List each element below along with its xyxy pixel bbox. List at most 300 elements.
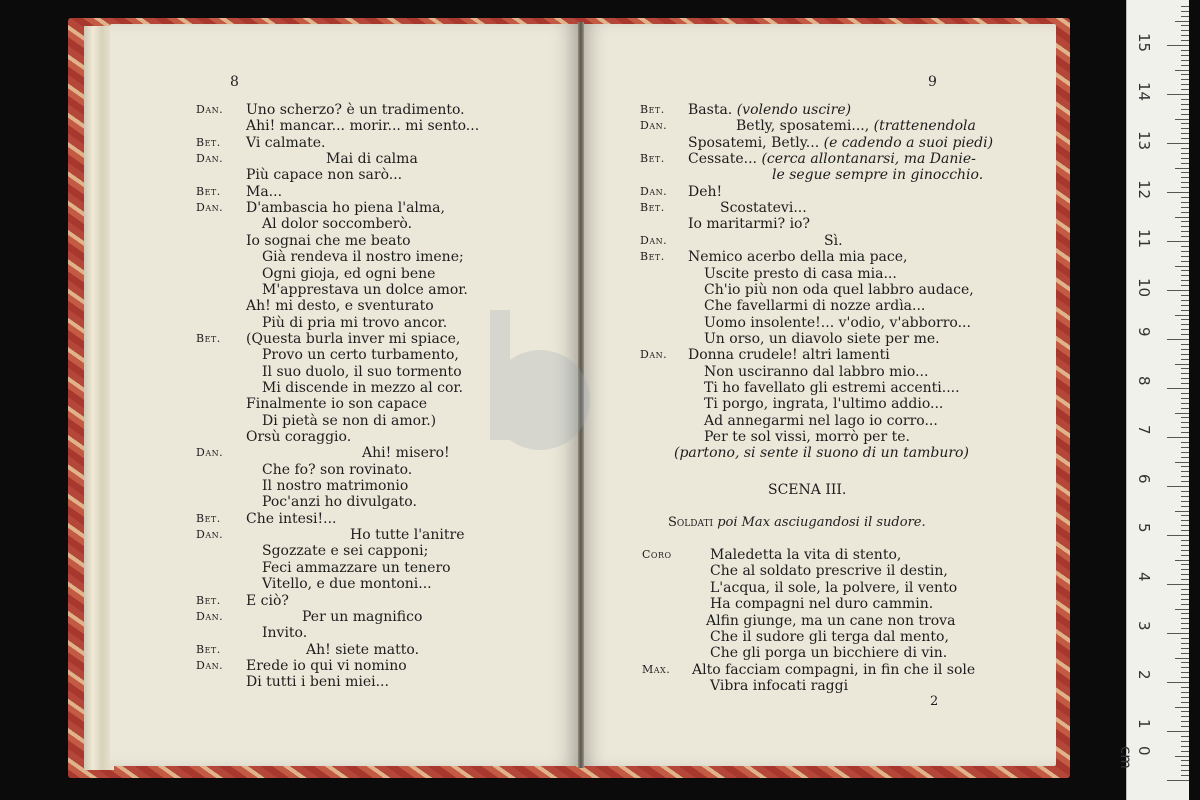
verse-line: Ah! mi desto, e sventurato <box>246 298 434 315</box>
ruler-tick <box>1181 525 1189 526</box>
verse-text: Ti ho favellato gli estremi accenti.... <box>704 379 960 396</box>
ruler-tick <box>1181 770 1189 771</box>
ruler-tick <box>1181 716 1189 717</box>
ruler-tick <box>1181 540 1189 541</box>
ruler-tick <box>1175 168 1189 169</box>
ruler-tick <box>1181 60 1189 61</box>
ruler-tick <box>1181 30 1189 31</box>
verse-line <box>688 102 851 118</box>
ruler-tick <box>1181 187 1189 188</box>
ruler-tick <box>1181 226 1189 227</box>
verse-line: Ahi! misero! <box>362 445 450 462</box>
ruler-tick <box>1181 89 1189 90</box>
speaker-label: Dan. <box>196 152 224 166</box>
ruler-tick <box>1181 589 1189 590</box>
ruler-tick <box>1181 618 1189 619</box>
ruler-tick <box>1181 16 1189 17</box>
verse-line: D'ambascia ho piena l'alma, <box>246 200 445 217</box>
verse-line: Provo un certo turbamento, <box>262 347 459 364</box>
ruler-tick <box>1181 295 1189 296</box>
verse-text: Sposatemi, Betly... <box>688 134 824 151</box>
ruler-label: 0 cm <box>1117 746 1153 769</box>
speaker-label: Bet. <box>640 152 665 166</box>
ruler-tick <box>1175 658 1189 659</box>
ruler-tick <box>1175 21 1189 22</box>
verse-line <box>704 396 943 412</box>
ruler-tick <box>1181 677 1189 678</box>
ruler-tick <box>1181 760 1189 761</box>
speaker-label: Bet. <box>640 250 665 264</box>
verse-line <box>674 445 969 461</box>
verse-text: Ti porgo, ingrata, l'ultimo addio... <box>704 396 944 413</box>
ruler-tick <box>1181 628 1189 629</box>
ruler-tick <box>1181 427 1189 428</box>
ruler-label: 11 <box>1135 229 1153 249</box>
verse-line: Per un magnifico <box>302 608 423 625</box>
speaker-label: Dan. <box>196 201 224 215</box>
ruler-tick <box>1181 697 1189 698</box>
ruler-tick <box>1167 437 1189 438</box>
ruler-tick <box>1175 756 1189 757</box>
verse-line: Alto facciam compagni, in fin che il sole <box>692 661 976 678</box>
ruler-tick <box>1175 511 1189 512</box>
ruler-tick <box>1181 359 1189 360</box>
ruler-tick <box>1175 462 1189 463</box>
speaker-label: Dan. <box>640 184 668 198</box>
ruler-tick <box>1181 231 1189 232</box>
ruler-tick <box>1181 672 1189 673</box>
stage-direction: (trattenendola <box>873 118 976 135</box>
ruler-tick <box>1181 35 1189 36</box>
ruler-tick <box>1181 574 1189 575</box>
ruler-tick <box>1181 520 1189 521</box>
ruler-tick <box>1181 471 1189 472</box>
ruler-tick <box>1181 569 1189 570</box>
stage-direction: le segue sempre in ginocchio. <box>772 167 984 184</box>
ruler-tick <box>1181 148 1189 149</box>
ruler-tick <box>1181 212 1189 213</box>
verse-line: Che fo? son rovinato. <box>262 461 413 478</box>
verse-line <box>704 266 897 282</box>
verse-line: Finalmente io son capace <box>246 396 428 413</box>
verse-line: Più capace non sarò... <box>246 167 403 184</box>
ruler-tick <box>1181 417 1189 418</box>
ruler-tick <box>1167 192 1189 193</box>
ruler-tick <box>1181 354 1189 355</box>
ruler-tick <box>1181 368 1189 369</box>
ruler-tick <box>1181 270 1189 271</box>
ruler-label: 7 <box>1135 425 1153 435</box>
ruler-tick <box>1181 623 1189 624</box>
ruler-label: 4 <box>1135 572 1153 582</box>
ruler-tick <box>1181 662 1189 663</box>
ruler-tick <box>1181 334 1189 335</box>
ruler-tick <box>1175 315 1189 316</box>
verse-line: L'acqua, il sole, la polvere, il vento <box>710 579 958 596</box>
speaker-label: Bet. <box>196 135 221 149</box>
ruler-tick <box>1167 633 1189 634</box>
ruler-tick <box>1167 486 1189 487</box>
scene-direction <box>668 515 926 530</box>
verse-text: Scostatevi... <box>720 200 807 217</box>
verse-line: Maledetta la vita di stento, <box>710 547 902 563</box>
ruler-tick <box>1181 344 1189 345</box>
ruler-tick <box>1181 221 1189 222</box>
ruler-tick <box>1181 496 1189 497</box>
verse-line <box>704 364 928 380</box>
speaker-label: Bet. <box>640 103 665 116</box>
ruler-tick <box>1181 736 1189 737</box>
ruler-tick <box>1181 550 1189 551</box>
ruler-tick <box>1181 285 1189 286</box>
verse-line: (Questa burla inver mi spiace, <box>246 330 461 347</box>
speaker-label: Dan. <box>196 446 224 460</box>
ruler-tick <box>1181 383 1189 384</box>
ruler-tick <box>1181 310 1189 311</box>
ruler-tick <box>1181 398 1189 399</box>
speaker-label: Dan. <box>640 119 668 133</box>
speaker-label: Dan. <box>196 609 224 623</box>
library-watermark-logo <box>470 290 670 510</box>
ruler-tick <box>1181 653 1189 654</box>
ruler-tick <box>1181 65 1189 66</box>
verse-text: Io maritarmi? io? <box>688 216 810 233</box>
verse-line <box>688 249 907 265</box>
ruler-tick <box>1181 172 1189 173</box>
verse-line <box>772 167 983 183</box>
ruler-tick <box>1181 506 1189 507</box>
scene-direction-lead: Soldati <box>668 515 714 530</box>
ruler-tick <box>1175 70 1189 71</box>
ruler-tick <box>1181 133 1189 134</box>
ruler-tick <box>1167 780 1189 781</box>
ruler-tick <box>1181 104 1189 105</box>
measurement-ruler <box>1117 0 1189 800</box>
ruler-tick <box>1181 349 1189 350</box>
verse-line: Ahi! mancar... morir... mi sento... <box>246 118 480 135</box>
ruler-tick <box>1181 280 1189 281</box>
ruler-tick <box>1181 84 1189 85</box>
ruler-tick <box>1181 751 1189 752</box>
verse-line: Ah! siete matto. <box>306 641 420 658</box>
ruler-tick <box>1181 79 1189 80</box>
verse-line <box>824 233 843 249</box>
verse-text: Ch'io più non oda quel labbro audace, <box>704 281 974 298</box>
ruler-tick <box>1167 143 1189 144</box>
speaker-label: Dan. <box>640 348 668 362</box>
ruler-tick <box>1181 55 1189 56</box>
ruler-tick <box>1181 741 1189 742</box>
verse-line: Che intesi!... <box>246 510 337 527</box>
verse-text: Per te sol vissi, morrò per te. <box>704 429 910 445</box>
stage-direction: (volendo uscire) <box>736 102 852 118</box>
ruler-tick <box>1181 599 1189 600</box>
right-page-number: 9 <box>928 74 937 90</box>
ruler-label: 10 <box>1135 278 1153 298</box>
verse-text: Non usciranno dal labbro mio... <box>704 363 929 380</box>
stage-direction: (partono, si sente il suono di un tamburo) <box>674 445 969 462</box>
speaker-label: Bet. <box>196 184 221 198</box>
speaker-label: Bet. <box>196 593 221 607</box>
ruler-tick <box>1175 217 1189 218</box>
ruler-tick <box>1181 11 1189 12</box>
ruler-tick <box>1181 275 1189 276</box>
verse-line <box>704 429 910 445</box>
ruler-tick <box>1167 339 1189 340</box>
speaker-label: Max. <box>642 662 671 676</box>
ruler-tick <box>1181 153 1189 154</box>
ruler-tick <box>1181 128 1189 129</box>
ruler-tick <box>1181 300 1189 301</box>
ruler-tick <box>1181 177 1189 178</box>
ruler-tick <box>1181 726 1189 727</box>
ruler-tick <box>1181 452 1189 453</box>
ruler-label: 5 <box>1135 523 1153 533</box>
ruler-tick <box>1167 388 1189 389</box>
verse-text: Che favellarmi di nozze ardìa... <box>704 298 926 315</box>
verse-line <box>704 380 960 396</box>
ruler-tick <box>1181 163 1189 164</box>
ruler-tick <box>1181 207 1189 208</box>
ruler-tick <box>1181 564 1189 565</box>
verse-line: Già rendeva il nostro imene; <box>262 249 464 266</box>
ruler-label: 13 <box>1135 131 1153 151</box>
ruler-tick <box>1181 123 1189 124</box>
ruler-tick <box>1181 432 1189 433</box>
ruler-tick <box>1175 119 1189 120</box>
ruler-tick <box>1181 457 1189 458</box>
ruler-label: 3 <box>1135 621 1153 631</box>
verse-line: Poc'anzi ho divulgato. <box>262 494 417 511</box>
ruler-tick <box>1181 648 1189 649</box>
verse-text: Betly, sposatemi..., <box>736 118 874 135</box>
ruler-tick <box>1181 545 1189 546</box>
verse-line <box>704 282 974 298</box>
ruler-tick <box>1181 202 1189 203</box>
ruler-tick <box>1181 403 1189 404</box>
ruler-tick <box>1181 746 1189 747</box>
ruler-tick <box>1167 241 1189 242</box>
ruler-label: 15 <box>1135 33 1153 53</box>
ruler-tick <box>1181 638 1189 639</box>
ruler-tick <box>1181 138 1189 139</box>
ruler-tick <box>1167 731 1189 732</box>
ruler-tick <box>1181 305 1189 306</box>
ruler-tick <box>1175 609 1189 610</box>
verse-line: Che il sudore gli terga dal mento, <box>710 629 949 645</box>
ruler-tick <box>1181 251 1189 252</box>
ruler-tick <box>1181 408 1189 409</box>
ruler-label: 12 <box>1135 180 1153 200</box>
ruler-tick <box>1181 246 1189 247</box>
ruler-tick <box>1181 765 1189 766</box>
ruler-tick <box>1181 613 1189 614</box>
verse-line <box>688 216 810 232</box>
scene-direction-rest: poi Max asciugandosi il sudore. <box>717 515 926 530</box>
ruler-tick <box>1167 45 1189 46</box>
ruler-label: 1 <box>1135 719 1153 729</box>
verse-line: Ho tutte l'anitre <box>350 527 465 544</box>
ruler-tick <box>1181 555 1189 556</box>
ruler-label: 6 <box>1135 474 1153 484</box>
verse-text: Donna crudele! altri lamenti <box>688 347 890 364</box>
ruler-tick <box>1181 114 1189 115</box>
verse-text: Uscite presto di casa mia... <box>704 265 897 282</box>
verse-line: Vitello, e due montoni... <box>262 576 432 593</box>
ruler-tick <box>1181 25 1189 26</box>
ruler-tick <box>1167 584 1189 585</box>
verse-line <box>704 298 925 314</box>
ruler-tick <box>1167 290 1189 291</box>
speaker-label: Dan. <box>640 233 668 247</box>
verse-line: Uno scherzo? è un tradimento. <box>246 102 465 118</box>
verse-line: Che al soldato prescrive il destin, <box>710 563 948 580</box>
ruler-tick <box>1181 466 1189 467</box>
ruler-tick <box>1181 711 1189 712</box>
verse-line: Invito. <box>262 625 308 642</box>
ruler-tick <box>1181 324 1189 325</box>
verse-line: Mi discende in mezzo al cor. <box>262 379 464 396</box>
ruler-tick <box>1181 109 1189 110</box>
ruler-tick <box>1181 687 1189 688</box>
ruler-label: 2 <box>1135 670 1153 680</box>
verse-text: Cessate... <box>688 151 762 168</box>
ruler-tick <box>1181 476 1189 477</box>
verse-line <box>688 184 722 200</box>
verse-line: M'apprestava un dolce amor. <box>262 281 468 298</box>
ruler-tick <box>1181 373 1189 374</box>
verse-text: Un orso, un diavolo siete per me. <box>704 330 940 347</box>
verse-line: Il suo duolo, il suo tormento <box>262 363 462 380</box>
ruler-tick <box>1167 94 1189 95</box>
speaker-label: Coro <box>642 548 672 561</box>
verse-line: Feci ammazzare un tenero <box>262 559 451 576</box>
verse-text: Nemico acerbo della mia pace, <box>688 249 908 266</box>
ruler-tick <box>1181 99 1189 100</box>
signature-mark: 2 <box>930 694 939 709</box>
ruler-tick <box>1175 560 1189 561</box>
ruler-tick <box>1181 643 1189 644</box>
left-page-number: 8 <box>230 74 239 90</box>
speaker-label: Dan. <box>196 103 224 116</box>
speaker-label: Dan. <box>196 658 224 672</box>
ruler-tick <box>1181 775 1189 776</box>
verse-line <box>704 413 938 429</box>
verse-line: Ma... <box>246 183 283 200</box>
verse-line: Ha compagni nel duro cammin. <box>710 596 934 613</box>
verse-line: Il nostro matrimonio <box>262 478 409 495</box>
verse-text: Sì. <box>824 232 843 249</box>
ruler-tick <box>1181 491 1189 492</box>
ruler-tick <box>1181 236 1189 237</box>
ruler-tick <box>1181 197 1189 198</box>
ruler-tick <box>1175 364 1189 365</box>
ruler-tick <box>1167 682 1189 683</box>
verse-line: Che gli porga un bicchiere di vin. <box>710 645 948 662</box>
verse-line <box>688 151 976 167</box>
verse-text: Deh! <box>688 183 723 200</box>
ruler-tick <box>1181 594 1189 595</box>
speaker-label: Bet. <box>196 642 221 656</box>
ruler-tick <box>1181 40 1189 41</box>
ruler-tick <box>1181 393 1189 394</box>
speaker-label: Bet. <box>196 511 221 525</box>
ruler-tick <box>1181 721 1189 722</box>
verse-line: Alfin giunge, ma un cane non trova <box>706 612 956 629</box>
ruler-tick <box>1181 481 1189 482</box>
verse-text: Ad annegarmi nel lago io corro... <box>704 412 938 429</box>
verse-line: Vibra infocati raggi <box>710 678 849 695</box>
ruler-tick <box>1181 256 1189 257</box>
stage-direction: (cerca allontanarsi, ma Danie- <box>761 151 976 168</box>
ruler-tick <box>1181 667 1189 668</box>
ruler-tick <box>1181 530 1189 531</box>
stage-direction: (e cadendo a suoi piedi) <box>823 134 994 151</box>
verse-line: Vi calmate. <box>246 134 326 151</box>
verse-line: Orsù coraggio. <box>246 429 352 445</box>
ruler-tick <box>1175 707 1189 708</box>
verse-line: Di pietà se non di amor.) <box>262 412 437 429</box>
ruler-tick <box>1181 50 1189 51</box>
ruler-tick <box>1181 604 1189 605</box>
verse-line <box>688 347 890 363</box>
ruler-tick <box>1175 413 1189 414</box>
ruler-label: 9 <box>1135 327 1153 337</box>
ruler-tick <box>1181 702 1189 703</box>
ruler-tick <box>1181 261 1189 262</box>
ruler-tick <box>1181 442 1189 443</box>
verse-text: Uomo insolente!... v'odio, v'abborro... <box>704 314 971 331</box>
verse-line: Di tutti i beni miei... <box>246 674 389 691</box>
ruler-label: 8 <box>1135 376 1153 386</box>
verse-line <box>704 331 940 347</box>
verse-line: Più di pria mi trovo ancor. <box>262 314 448 331</box>
verse-text: Basta. <box>688 102 737 118</box>
verse-line: Mai di calma <box>326 151 418 168</box>
ruler-tick <box>1175 266 1189 267</box>
ruler-label: 14 <box>1135 82 1153 102</box>
verse-line: Io sognai che me beato <box>246 232 411 249</box>
ruler-tick <box>1181 692 1189 693</box>
verse-line <box>688 135 993 151</box>
ruler-tick <box>1181 6 1189 7</box>
ruler-tick <box>1167 535 1189 536</box>
speaker-label: Bet. <box>196 331 221 345</box>
verse-line: Al dolor soccomberò. <box>262 216 413 233</box>
speaker-label: Dan. <box>196 528 224 542</box>
ruler-tick <box>1181 319 1189 320</box>
verse-line: Erede io qui vi nomino <box>246 657 407 674</box>
verse-line: E ciò? <box>246 592 289 609</box>
ruler-tick <box>1181 501 1189 502</box>
speaker-label: Bet. <box>640 201 665 215</box>
verse-line: Sgozzate e sei capponi; <box>262 543 429 560</box>
ruler-tick <box>1181 182 1189 183</box>
ruler-tick <box>1181 329 1189 330</box>
ruler-tick <box>1181 515 1189 516</box>
verse-line <box>704 315 971 331</box>
ruler-tick <box>1181 579 1189 580</box>
ruler-tick <box>1181 158 1189 159</box>
ruler-tick <box>1181 74 1189 75</box>
verse-line: Ogni gioja, ed ogni bene <box>262 265 436 282</box>
verse-line <box>720 200 807 216</box>
ruler-tick <box>1181 422 1189 423</box>
ruler-tick <box>1181 447 1189 448</box>
verse-line <box>736 118 976 134</box>
ruler-tick <box>1181 378 1189 379</box>
scene-title: SCENA III. <box>768 482 847 498</box>
